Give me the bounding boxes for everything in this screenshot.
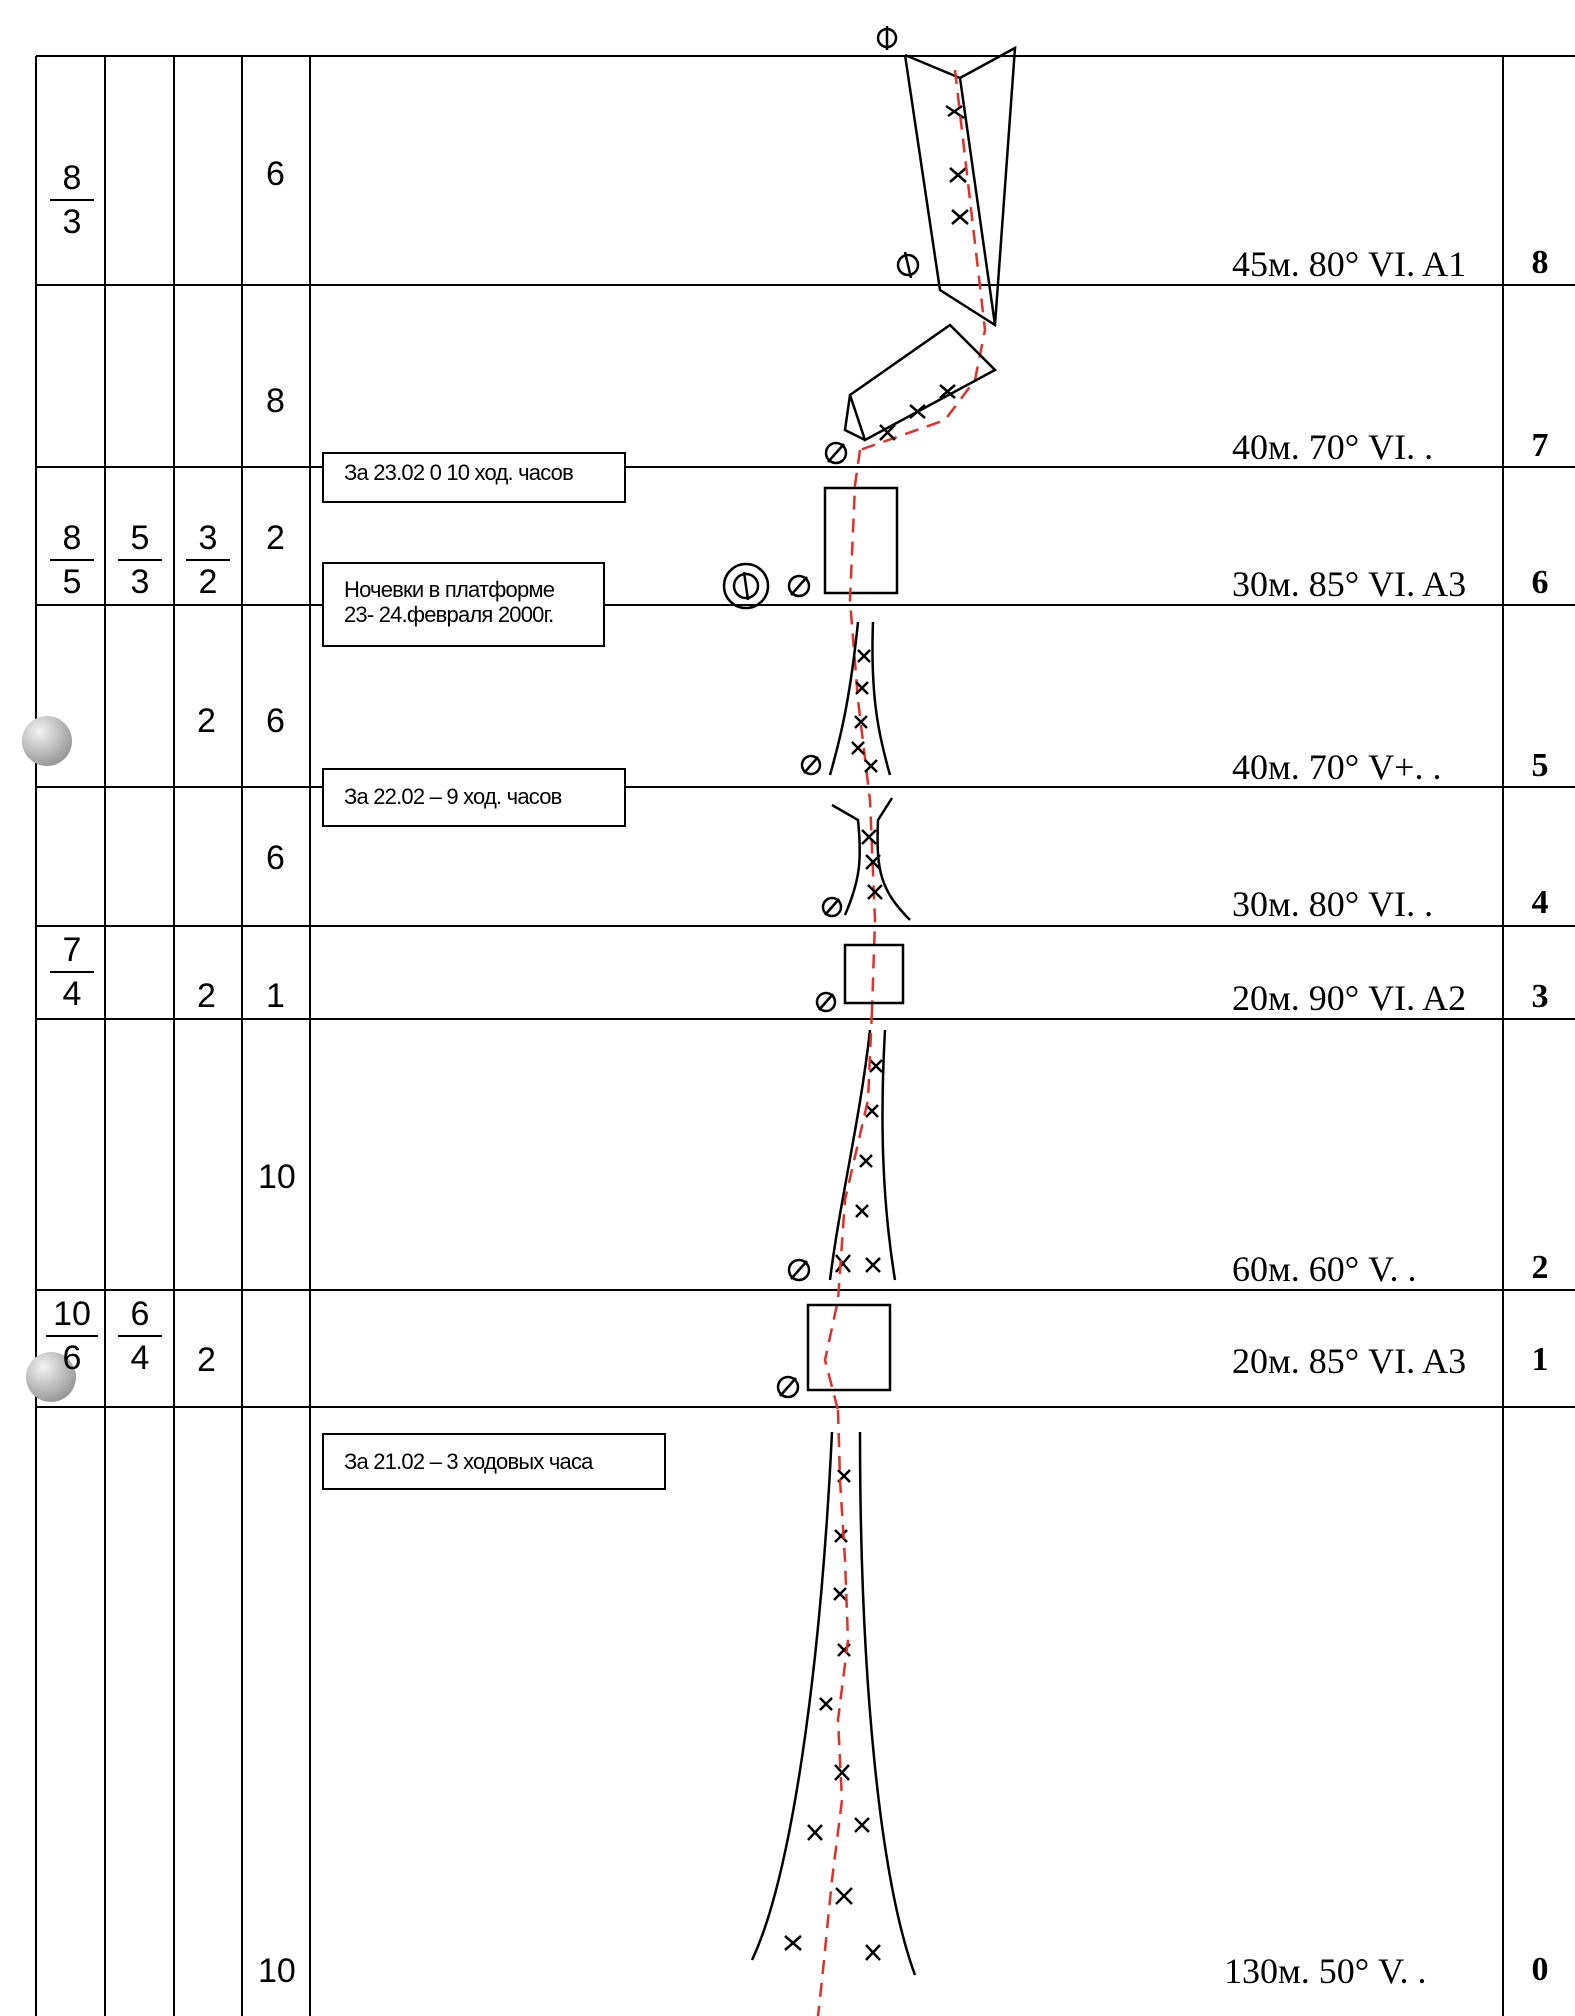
cell-d: 8 — [266, 382, 285, 420]
route-line — [818, 1410, 848, 2016]
sketch-pitch-5 — [830, 622, 890, 775]
cell-d: 10 — [258, 1952, 296, 1990]
pitch-description: 30м. 80° VI. . — [1232, 884, 1434, 924]
sketch-pitch-1 — [808, 1305, 890, 1390]
pitch-description: 40м. 70° VI. . — [1232, 427, 1434, 467]
pitch-number: 2 — [1531, 1249, 1549, 1286]
piton-icon — [898, 252, 918, 278]
cell-d: 10 — [258, 1158, 296, 1196]
pitch-description: 130м. 50° V. . — [1224, 1951, 1427, 1991]
cell-c: 2 — [197, 702, 216, 740]
piton-icon — [823, 898, 841, 916]
cell-fraction-b: $\frac{5}{3}$ — [118, 521, 162, 599]
pitch-number: 8 — [1531, 244, 1549, 281]
pitch-number: 6 — [1531, 564, 1549, 601]
sketch-pitch-3 — [845, 945, 903, 1003]
pitch-number: 0 — [1531, 1951, 1549, 1988]
cell-d: 1 — [266, 977, 285, 1015]
cell-d: 2 — [266, 519, 285, 557]
sketch-pitch-8 — [905, 48, 1015, 325]
table-grid — [36, 56, 1575, 2016]
piton-icon — [802, 756, 820, 774]
note-bivouac-line-1: Ночевки в платформе — [344, 577, 555, 602]
pitch-description: 30м. 85° VI. A3 — [1232, 564, 1467, 604]
note-box-2302: За 23.02 0 10 ход. часов — [322, 452, 626, 503]
pitch-description: 45м. 80° VI. A1 — [1232, 244, 1467, 284]
pitch-number: 5 — [1531, 747, 1549, 784]
cell-c: 2 — [197, 977, 216, 1015]
cell-d: 6 — [266, 839, 285, 877]
cell-d: 6 — [266, 155, 285, 193]
pitch-description: 40м. 70° V+. . — [1232, 747, 1442, 787]
pitch-number: 1 — [1531, 1341, 1549, 1378]
pitch-number: 4 — [1531, 884, 1549, 921]
sketch-pitch-2 — [830, 1030, 895, 1280]
pitch-description: 20м. 90° VI. A2 — [1232, 978, 1467, 1018]
piton-icon — [878, 26, 896, 50]
note-box-2102: За 21.02 – 3 ходовых часа — [322, 1433, 666, 1490]
piton-icon — [724, 564, 768, 608]
cell-fraction-a: $\frac{8}{5}$ — [50, 521, 94, 599]
sketch-pitch-0 — [752, 1432, 915, 1975]
pitch-description: 20м. 85° VI. A3 — [1232, 1341, 1467, 1381]
sketch-pitch-7 — [845, 325, 995, 440]
pitch-number: 7 — [1531, 427, 1549, 464]
cell-c: 2 — [197, 1341, 216, 1379]
cell-fraction-a: $\frac{10}{6}$ — [46, 1297, 98, 1375]
cell-d: 6 — [266, 702, 285, 740]
note-box-2202: За 22.02 – 9 ход. часов — [322, 768, 626, 827]
cell-fraction-a: $\frac{8}{3}$ — [50, 161, 94, 239]
binder-hole — [22, 716, 72, 766]
sketch-pitch-6 — [825, 488, 897, 593]
piton-icon — [789, 576, 809, 596]
pitch-description: 60м. 60° V. . — [1232, 1249, 1417, 1289]
piton-icon — [778, 1377, 798, 1397]
note-box-bivouac — [322, 562, 605, 647]
piton-icon — [817, 993, 835, 1011]
cell-fraction-b: $\frac{6}{4}$ — [118, 1297, 162, 1375]
piton-icon — [826, 443, 846, 463]
note-bivouac-line-2: 23- 24.февраля 2000г. — [344, 602, 554, 628]
sketch-pitch-4 — [832, 798, 910, 920]
cell-fraction-a: $\frac{7}{4}$ — [50, 933, 94, 1011]
cell-fraction-c: $\frac{3}{2}$ — [186, 521, 230, 599]
pitch-number: 3 — [1531, 978, 1549, 1015]
piton-icon — [789, 1260, 809, 1280]
